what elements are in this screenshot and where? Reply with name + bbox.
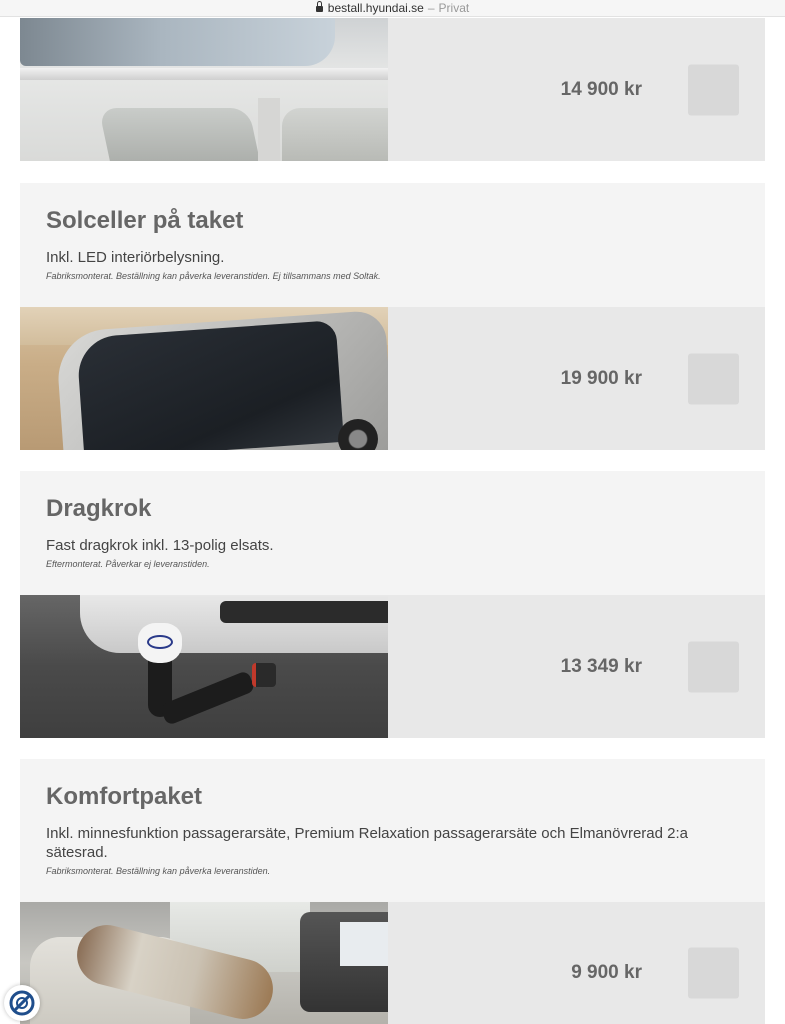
option-price: 14 900 kr: [560, 78, 642, 100]
option-description: Inkl. minnesfunktion passagerarsäte, Premium Relaxation passagerarsäte och Elmanövrerad 2:a sätesrad.: [46, 825, 688, 861]
browsing-mode-label: Privat: [438, 1, 470, 15]
option-note: Eftermonterat. Påverkar ej leveranstiden.: [46, 559, 210, 569]
option-body: [20, 902, 765, 1024]
hyundai-logo-icon: [147, 635, 173, 649]
option-description: Fast dragkrok inkl. 13-polig elsats.: [46, 537, 274, 554]
option-note: Fabriksmonterat. Beställning kan påverka leveranstiden.: [46, 866, 271, 876]
option-price: 13 349 kr: [560, 655, 642, 677]
option-body: [20, 595, 765, 738]
option-note: Fabriksmonterat. Beställning kan påverka leveranstiden. Ej tillsammans med Soltak.: [46, 271, 381, 281]
price-area: [388, 18, 765, 161]
option-price: 19 900 kr: [560, 367, 642, 389]
select-option-checkbox[interactable]: [688, 948, 739, 999]
price-area: [388, 902, 765, 1024]
url-separator: –: [427, 1, 435, 15]
comfort-seat-photo: [20, 902, 388, 1024]
option-header: [20, 759, 765, 902]
solar-roof-photo: [20, 307, 388, 450]
help-widget-button[interactable]: [4, 985, 40, 1021]
option-body: [20, 307, 765, 450]
option-title: Solceller på taket: [46, 207, 244, 234]
option-price: 9 900 kr: [571, 962, 642, 983]
option-header: [20, 183, 765, 307]
option-card-tow-hook: [20, 471, 765, 738]
option-card-comfort-package: [20, 759, 765, 1024]
tow-hook-photo: [20, 595, 388, 738]
select-option-checkbox[interactable]: [688, 641, 739, 692]
select-option-checkbox[interactable]: [688, 353, 739, 404]
option-description: Inkl. LED interiörbelysning.: [46, 249, 225, 266]
sunroof-photo: [20, 18, 388, 161]
option-card-solar-roof: [20, 183, 765, 450]
price-area: [388, 307, 765, 450]
lock-icon: [316, 6, 323, 12]
option-body: [20, 18, 765, 161]
option-title: Komfortpaket: [46, 783, 203, 810]
price-area: [388, 595, 765, 738]
browser-url-bar[interactable]: [0, 0, 785, 17]
option-header: [20, 471, 765, 595]
option-title: Dragkrok: [46, 495, 152, 522]
select-option-checkbox[interactable]: [688, 64, 739, 115]
option-card-sunroof: [20, 18, 765, 161]
support-icon: [8, 989, 36, 1017]
url-text: bestall.hyundai.se: [327, 1, 424, 15]
